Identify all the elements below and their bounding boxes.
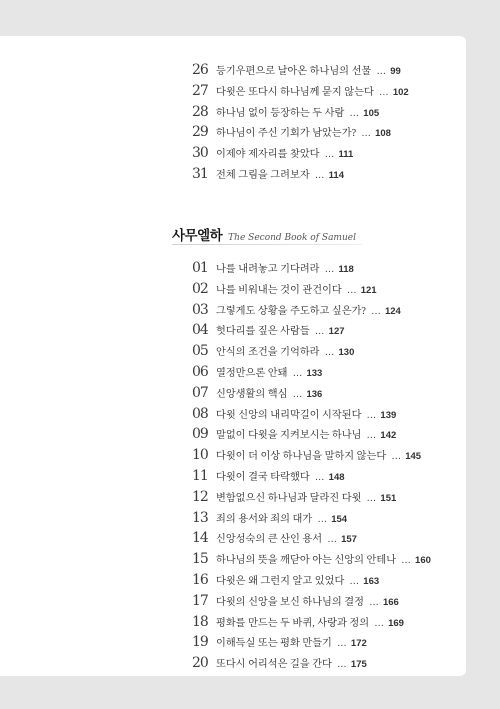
toc-entry-title: 그렇게도 상황을 주도하고 싶은가? <box>216 305 366 317</box>
toc-entry-number: 04 <box>192 322 208 339</box>
toc-entry-number: 19 <box>192 634 208 651</box>
toc-entry-page: 166 <box>382 596 399 608</box>
toc-entry-leader: … <box>336 659 347 671</box>
toc-entry-number: 07 <box>192 384 208 401</box>
toc-entry-page: 172 <box>350 638 367 650</box>
toc-entry-title: 말없이 다윗을 지켜보시는 하나님 <box>216 430 362 442</box>
toc-entry-page: 124 <box>384 305 401 317</box>
toc-entry-number: 08 <box>192 405 208 422</box>
toc-entry-leader: … <box>361 128 372 140</box>
toc-entry <box>192 528 431 549</box>
toc-entry-leader: … <box>391 451 402 463</box>
toc-entry <box>192 549 431 570</box>
toc-entry-leader: … <box>366 409 377 421</box>
toc-entry-title: 안식의 조건을 기억하라 <box>216 347 320 359</box>
toc-entry-number: 18 <box>192 613 208 630</box>
toc-entry-page: 139 <box>380 409 397 421</box>
toc-entry-title: 열정만으론 안돼 <box>216 367 288 379</box>
toc-entry-title: 등기우편으로 날아온 하나님의 선물 <box>216 66 372 77</box>
toc-entry-number: 29 <box>192 124 208 141</box>
toc-entry <box>192 591 431 612</box>
toc-entry <box>192 570 431 591</box>
toc-entry <box>192 81 409 102</box>
toc-entry <box>192 320 431 341</box>
toc-entry-page: 136 <box>306 388 323 400</box>
toc-entry-page: 111 <box>338 149 354 161</box>
toc-entry-page: 118 <box>338 264 354 275</box>
toc-entry-title: 또다시 어리석은 길을 간다 <box>216 659 332 671</box>
toc-entry-title: 죄의 용서와 죄의 대가 <box>216 513 313 525</box>
toc-entry <box>192 487 431 508</box>
toc-entry-title: 변함없으신 하나님과 달라진 다윗 <box>216 492 362 504</box>
toc-entry-leader: … <box>292 388 303 400</box>
toc-entry-title: 하나님의 뜻을 깨닫아 아는 신앙의 안테나 <box>216 555 397 567</box>
section-divider <box>172 244 362 245</box>
toc-entry-leader: … <box>349 107 360 119</box>
toc-entry-leader: … <box>401 555 412 567</box>
toc-entry-title: 신앙생활의 핵심 <box>216 388 288 400</box>
toc-entry-page: 108 <box>375 128 391 140</box>
toc-entry-page: 157 <box>341 534 357 546</box>
section-title-korean: 사무엘하 <box>172 228 223 243</box>
toc-entry-leader: … <box>376 66 387 77</box>
toc-entry-leader: … <box>314 326 325 338</box>
toc-entry <box>192 60 409 81</box>
toc-entry <box>192 300 431 321</box>
toc-entry-leader: … <box>374 617 385 629</box>
toc-entry <box>192 102 409 123</box>
section-heading <box>172 224 356 244</box>
toc-entry-page: 175 <box>350 659 367 671</box>
toc-entry <box>192 341 431 362</box>
toc-entry-page: 102 <box>392 86 409 98</box>
toc-entry-page: 130 <box>338 347 355 359</box>
toc-entry-leader: … <box>292 367 303 379</box>
toc-entry <box>192 653 431 674</box>
toc-entry-number: 12 <box>192 488 208 505</box>
toc-entry-number: 13 <box>192 509 208 526</box>
toc-entry-title: 다윗은 또다시 하나님께 묻지 않는다 <box>216 86 374 98</box>
toc-entry <box>192 466 431 487</box>
toc-entry-page: 121 <box>360 284 377 296</box>
toc-entry-leader: … <box>366 492 377 504</box>
toc-entry-leader: … <box>314 471 325 483</box>
toc-entry <box>192 424 431 445</box>
toc-entry-number: 31 <box>192 165 208 182</box>
toc-entry-title: 다윗 신앙의 내리막길이 시작된다 <box>216 409 362 421</box>
toc-entry-page: 114 <box>328 169 344 181</box>
toc-entry-leader: … <box>324 149 335 161</box>
toc-entry-leader: … <box>349 575 360 587</box>
toc-entry-number: 06 <box>192 363 208 380</box>
toc-entry-page: 148 <box>328 471 345 483</box>
toc-entry <box>192 279 431 300</box>
toc-entry <box>192 508 431 529</box>
toc-entry-leader: … <box>324 264 335 275</box>
toc-entry-title: 평화를 만드는 두 바퀴, 사랑과 정의 <box>216 617 370 629</box>
toc-entry-number: 05 <box>192 343 208 360</box>
toc-entry-number: 28 <box>192 103 208 120</box>
toc-entry-page: 99 <box>390 66 401 77</box>
toc-entry <box>192 164 409 185</box>
toc-entry-leader: … <box>368 596 379 608</box>
toc-entry <box>192 445 431 466</box>
toc-entry-leader: … <box>336 638 347 650</box>
toc-entry-title: 신앙성숙의 큰 산인 용서 <box>216 534 323 546</box>
toc-entry-title: 다윗의 신앙을 보신 하나님의 결정 <box>216 596 364 608</box>
toc-entry-number: 26 <box>192 62 208 78</box>
toc-entry-title: 나를 비워내는 것이 관건이다 <box>216 284 342 296</box>
toc-entry-page: 105 <box>363 107 380 119</box>
toc-entry-title: 하나님 없이 등장하는 두 사람 <box>216 107 345 119</box>
toc-entry-title: 다윗이 더 이상 하나님을 말하지 않는다 <box>216 451 387 463</box>
toc-entry-number: 16 <box>192 571 208 588</box>
toc-entry-title: 헛다리를 짚은 사람들 <box>216 326 310 338</box>
toc-entry-number: 14 <box>192 530 208 547</box>
toc-entry-number: 01 <box>192 260 208 276</box>
toc-entry-title: 전체 그림을 그려보자 <box>216 169 310 181</box>
toc-entry-leader: … <box>327 534 338 546</box>
toc-entry-page: 142 <box>380 430 397 442</box>
toc-entry-number: 17 <box>192 592 208 609</box>
toc-entry-leader: … <box>378 86 389 98</box>
toc-entry-page: 160 <box>415 555 431 567</box>
toc-entry-page: 154 <box>331 513 348 525</box>
toc-entry-leader: … <box>370 305 381 317</box>
toc-entry-number: 09 <box>192 426 208 443</box>
toc-entry-page: 145 <box>405 451 422 463</box>
toc-entry-page: 151 <box>380 492 397 504</box>
toc-entry-number: 10 <box>192 447 208 464</box>
toc-entry-leader: … <box>314 169 325 181</box>
toc-entry <box>192 612 431 633</box>
toc-list-part2 <box>192 258 431 674</box>
toc-entry-leader: … <box>366 430 377 442</box>
toc-entry-number: 15 <box>192 551 208 568</box>
toc-entry-title: 나를 내려놓고 기다려라 <box>216 264 320 275</box>
toc-entry-number: 27 <box>192 82 208 99</box>
book-page <box>0 36 466 676</box>
toc-entry-leader: … <box>317 513 328 525</box>
toc-entry-leader: … <box>324 347 335 359</box>
toc-entry-page: 127 <box>328 326 345 338</box>
toc-entry-title: 이제야 제자리를 찾았다 <box>216 149 320 161</box>
toc-entry <box>192 143 409 164</box>
toc-list-part1 <box>192 60 409 185</box>
toc-entry <box>192 122 409 143</box>
toc-entry <box>192 362 431 383</box>
toc-entry <box>192 632 431 653</box>
toc-entry-page: 133 <box>306 367 323 379</box>
toc-entry-number: 11 <box>192 467 208 484</box>
toc-entry-number: 03 <box>192 301 208 318</box>
toc-entry-page: 163 <box>363 575 380 587</box>
toc-entry <box>192 404 431 425</box>
toc-entry-title: 하나님이 주신 기회가 남았는가? <box>216 128 357 140</box>
toc-entry-number: 30 <box>192 145 208 162</box>
toc-entry <box>192 258 431 279</box>
toc-entry-title: 이해득실 또는 평화 만들기 <box>216 638 332 650</box>
toc-entry-title: 다윗은 왜 그런지 알고 있었다 <box>216 575 345 587</box>
toc-entry-title: 다윗이 결국 타락했다 <box>216 471 310 483</box>
toc-entry-number: 02 <box>192 280 208 297</box>
section-title-english: The Second Book of Samuel <box>228 233 356 243</box>
toc-entry <box>192 383 431 404</box>
toc-entry-leader: … <box>346 284 357 296</box>
toc-entry-number: 20 <box>192 655 208 672</box>
toc-entry-page: 169 <box>388 617 404 629</box>
